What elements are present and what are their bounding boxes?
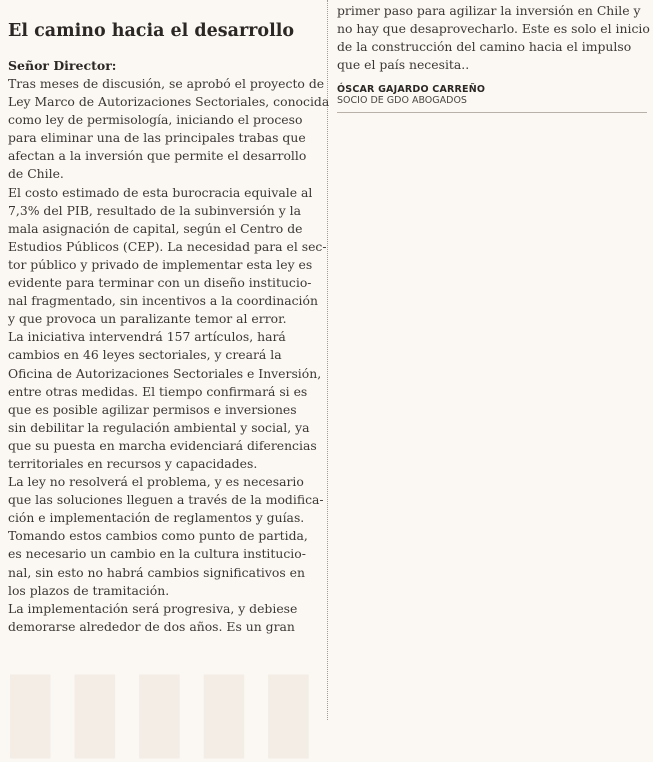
background-watermark-decoration: ▮▮▮▮▮ <box>0 652 323 762</box>
text-line: sin debilitar la regulación ambiental y social, ya <box>8 419 310 435</box>
text-line: como ley de permisología, iniciando el proceso <box>8 112 303 128</box>
text-line: que su puesta en marcha evidenciará diferencias <box>8 437 317 453</box>
text-line: ción e implementación de reglamentos y guías. <box>8 510 305 526</box>
text-line: Ley Marco de Autorizaciones Sectoriales, conocida <box>8 94 330 110</box>
text-line: tor público y privado de implementar esta ley es <box>8 256 313 272</box>
text-line: La implementación será progresiva, y debiese <box>8 600 298 616</box>
signature-block <box>337 85 647 113</box>
salutation: Señor Director: <box>8 58 117 73</box>
paragraph <box>8 184 327 329</box>
text-line: Tomando estos cambios como punto de partida, <box>8 528 308 544</box>
text-line: y que provoca un paralizante temor al error. <box>8 311 287 327</box>
text-line: 7,3% del PIB, resultado de la subinversión y la <box>8 202 302 218</box>
paragraph <box>8 600 320 636</box>
letter-body-left <box>8 75 330 636</box>
paragraph <box>337 2 650 74</box>
text-line: primer paso para agilizar la inversión en Chile y <box>337 3 641 18</box>
text-line: Tras meses de discusión, se aprobó el proyecto de <box>8 76 325 91</box>
text-line: La ley no resolverá el problema, y es necesario <box>8 474 304 490</box>
text-line: Estudios Públicos (CEP). La necesidad para el sec- <box>8 238 327 254</box>
text-line: que es posible agilizar permisos e inversiones <box>8 401 297 417</box>
text-line: evidente para terminar con un diseño institucio- <box>8 275 312 291</box>
letter-body-right <box>337 2 650 74</box>
text-line: los plazos de tramitación. <box>8 582 170 598</box>
headline: El camino hacia el desarrollo <box>8 21 295 41</box>
author-affiliation: SOCIO DE GDO ABOGADOS <box>337 95 467 107</box>
text-line: afectan a la inversión que permite el desarrollo <box>8 148 307 164</box>
paragraph <box>8 473 324 600</box>
text-line: nal fragmentado, sin incentivos a la coordinación <box>8 293 318 309</box>
text-line: mala asignación de capital, según el Centro de <box>8 220 303 236</box>
text-line: de Chile. <box>8 166 64 182</box>
text-line: El costo estimado de esta burocracia equivale al <box>8 184 313 200</box>
text-line: nal, sin esto no habrá cambios significativos en <box>8 564 305 580</box>
paragraph <box>8 328 320 473</box>
text-line: entre otras medidas. El tiempo confirmará si es <box>8 383 308 399</box>
text-line: Oficina de Autorizaciones Sectoriales e Inversión, <box>8 365 322 381</box>
text-line: que las soluciones lleguen a través de la modifica- <box>8 492 324 508</box>
text-line: de la construcción del camino hacia el impulso <box>337 39 632 55</box>
text-line: es necesario un cambio en la cultura institucio- <box>8 546 306 562</box>
text-line: cambios en 46 leyes sectoriales, y creará la <box>8 347 282 363</box>
text-line: para eliminar una de las principales trabas que <box>8 130 306 146</box>
author-name: ÓSCAR GAJARDO CARREÑO <box>337 84 486 96</box>
right-column <box>337 2 650 113</box>
text-line: territoriales en recursos y capacidades. <box>8 455 258 471</box>
text-line: que el país necesita.. <box>337 57 470 73</box>
paragraph <box>8 75 330 184</box>
left-column <box>8 20 330 636</box>
text-line: no hay que desaprovecharlo. Este es solo el inicio <box>337 21 650 37</box>
text-line: La iniciativa intervendrá 157 artículos, hará <box>8 329 286 345</box>
text-line: demorarse alrededor de dos años. Es un gran <box>8 618 295 634</box>
